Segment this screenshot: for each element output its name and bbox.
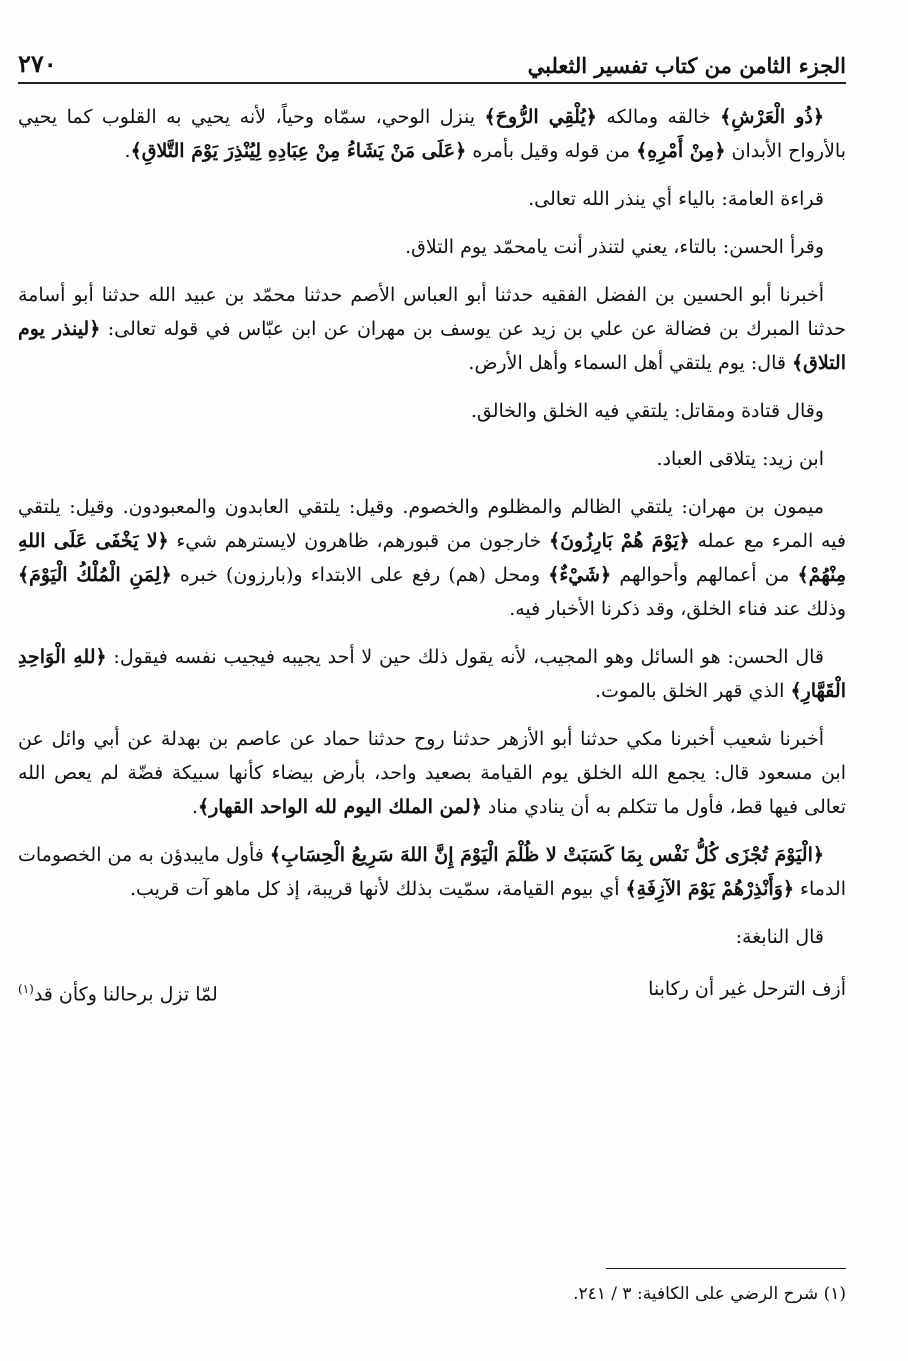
quran-quote: ﴿لينذر يوم التلاق﴾ bbox=[18, 318, 846, 374]
text-run: أخبرنا أبو الحسين بن الفضل الفقيه حدثنا أبو العباس الأصم حدثنا محمّد بن عبيد الله حدثنا أبو أسامة حدثنا المبرك بن فضالة عن علي بن زيد عن يوسف بن مهران عن ابن عبّاس في قوله تعالى: bbox=[18, 284, 846, 340]
text-run: أخبرنا شعيب أخبرنا مكي حدثنا أبو الأزهر حدثنا روح حدثنا حماد عن عاصم بن بهدلة عن أبي وائل عن ابن مسعود قال: يجمع الله الخلق يوم القيامة بصعيد واحد، بأرض بيضاء كأنها سبيكة فضّة لم يعص الله تعالى فيها قط، فأول ما تتكلم به أن ينادي مناد bbox=[18, 728, 846, 818]
text-run: . bbox=[124, 140, 131, 162]
quran-quote: ﴿عَلَى مَنْ يَشَاءُ مِنْ عِبَادِهِ لِيُنْذِرَ يَوْمَ التَّلاقِ﴾ bbox=[130, 140, 467, 162]
quran-quote: ﴿ذُو الْعَرْشِ﴾ bbox=[720, 106, 824, 128]
footnote-marker: (١) bbox=[18, 982, 34, 996]
text-run: قال: يوم يلتقي أهل السماء وأهل الأرض. bbox=[468, 352, 792, 374]
text-run: أي بيوم القيامة، سمّيت بذلك لأنها قريبة، إذ كل ماهو آت قريب. bbox=[129, 878, 626, 900]
text-run: قال الحسن: هو السائل وهو المجيب، لأنه يقول ذلك حين لا أحد يجيبه فيجيب نفسه فيقول: bbox=[106, 646, 824, 668]
paragraph bbox=[18, 182, 846, 216]
quran-quote: ﴿للهِ الْوَاحِدِ الْقَهَّارِ﴾ bbox=[18, 646, 846, 702]
text-run: ومحل (هم) رفع على الابتداء و(بارزون) خبره bbox=[171, 564, 549, 586]
book-page bbox=[18, 38, 846, 1348]
quran-quote: ﴿لمن الملك اليوم لله الواحد القهار﴾ bbox=[197, 796, 482, 818]
paragraph bbox=[18, 490, 846, 626]
poetry-verse bbox=[18, 972, 846, 1011]
text-run: خارجون من قبورهم، ظاهرون لايسترهم شيء bbox=[168, 530, 549, 552]
paragraph bbox=[18, 640, 846, 708]
verse-hemistich-1: أزف الترحل غير أن ركابنا bbox=[648, 978, 846, 1000]
paragraph bbox=[18, 100, 846, 168]
paragraph bbox=[18, 838, 846, 906]
paragraph bbox=[18, 278, 846, 380]
running-title: الجزء الثامن من كتاب تفسير الثعلبي bbox=[527, 53, 846, 78]
text-run: ينزل الوحي، سمّاه وحياً، لأنه يحيي به القلوب كما يحيي بالأرواح الأبدان bbox=[18, 106, 846, 162]
text-run: فأول مايبدؤن به من الخصومات الدماء bbox=[18, 844, 846, 900]
quran-quote: ﴿مِنْ أَمْرِهِ﴾ bbox=[636, 140, 726, 162]
paragraph bbox=[18, 394, 846, 428]
quran-quote: ﴿يُلْقِي الرُّوحَ﴾ bbox=[484, 106, 597, 128]
text-run: ميمون بن مهران: يلتقي الظالم والمظلوم والخصوم. وقيل: يلتقي العابدون والمعبودون. وقيل: يلتقي فيه المرء مع عمله bbox=[18, 496, 846, 552]
text-run: قراءة العامة: بالياء أي ينذر الله تعالى. bbox=[528, 188, 824, 210]
text-run: الذي قهر الخلق بالموت. bbox=[594, 680, 791, 702]
text-run: وقال قتادة ومقاتل: يلتقي فيه الخلق والخالق. bbox=[470, 400, 824, 422]
text-run: من أعمالهم وأحوالهم bbox=[611, 564, 798, 586]
paragraph bbox=[18, 230, 846, 264]
quran-quote: ﴿وَأَنْذِرْهُمْ يَوْمَ الآزِفَةِ﴾ bbox=[625, 878, 795, 900]
text-run: قال النابغة: bbox=[735, 926, 824, 948]
footnote-divider bbox=[606, 1268, 846, 1269]
quran-quote: ﴿يَوْمَ هُمْ بَارِزُونَ﴾ bbox=[548, 530, 690, 552]
body-text bbox=[18, 100, 846, 954]
quran-quote: ﴿شَيْءٌ﴾ bbox=[548, 564, 612, 586]
text-run: . bbox=[191, 796, 198, 818]
verse-hemistich-2: لمّا تزل برحالنا وكأن قد bbox=[33, 983, 218, 1006]
text-run: وذلك عند فناء الخلق، وقد ذكرنا الأخبار فيه. bbox=[509, 598, 846, 620]
paragraph bbox=[18, 722, 846, 824]
paragraph bbox=[18, 920, 846, 954]
verse-second-half bbox=[18, 972, 218, 1011]
text-run: ابن زيد: يتلاقى العباد. bbox=[656, 448, 824, 470]
text-run: خالقه ومالكه bbox=[596, 106, 721, 128]
quran-quote: ﴿لِمَنِ الْمُلْكُ الْيَوْمَ﴾ bbox=[18, 564, 172, 586]
text-run: من قوله وقيل بأمره bbox=[466, 140, 637, 162]
page-number: ٢٧٠ bbox=[18, 49, 57, 78]
paragraph bbox=[18, 442, 846, 476]
footnote: (١) شرح الرضي على الكافية: ٣ / ٢٤١. bbox=[573, 1284, 846, 1304]
page-header bbox=[18, 38, 846, 84]
quran-quote: ﴿الْيَوْمَ تُجْزَى كُلُّ نَفْس بِمَا كَسَبَتْ لا ظُلْمَ الْيَوْمَ إِنَّ اللهَ سَرِيعُ الْحِسَابِ﴾ bbox=[269, 844, 825, 866]
text-run: وقرأ الحسن: بالتاء، يعني لتنذر أنت يامحمّد يوم التلاق. bbox=[405, 236, 824, 258]
quran-quote: ﴿لا يَخْفَى عَلَى اللهِ مِنْهُمْ﴾ bbox=[18, 530, 846, 586]
